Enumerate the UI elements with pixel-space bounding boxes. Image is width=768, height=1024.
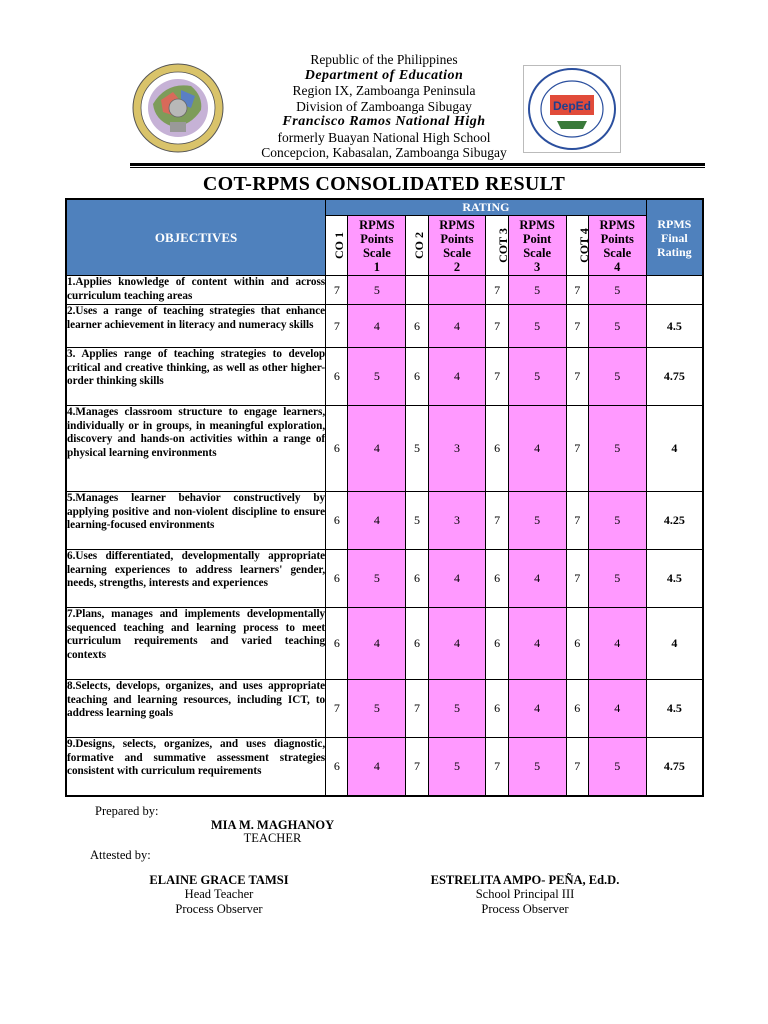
principal-title: School Principal III: [475, 887, 575, 901]
objectives-header: OBJECTIVES: [66, 199, 326, 276]
final-rating: 4.25: [646, 492, 703, 550]
table-row: [66, 550, 703, 608]
co2-score: 5: [406, 406, 428, 492]
objective-text: 4.Manages classroom structure to engage learners, individually or in groups, in meaningful exploration, discovery and hands-on activities within a range of physical learning environments: [66, 406, 326, 492]
objective-text: 8.Selects, develops, organizes, and uses appropriate teaching and learning resources, including ICT, to address learning goals: [66, 680, 326, 738]
scale1-points: 4: [348, 608, 406, 680]
scale2-points: 3: [428, 406, 486, 492]
scale3-points: 4: [508, 550, 566, 608]
header-rule-thick: [130, 163, 705, 166]
cot3-score: 7: [486, 305, 508, 348]
co2-score: 7: [406, 680, 428, 738]
cot4-score: 7: [566, 348, 588, 406]
cot4-score: 7: [566, 738, 588, 796]
scale2-points: 5: [428, 680, 486, 738]
table-row: [66, 305, 703, 348]
final-rating: 4.75: [646, 348, 703, 406]
rpms-scale4-header: RPMS Points Scale 4: [588, 216, 646, 276]
scale4-points: 5: [588, 550, 646, 608]
scale1-points: 5: [348, 550, 406, 608]
cot3-header: COT 3: [486, 216, 508, 276]
rpms-scale3-header: RPMS Point Scale 3: [508, 216, 566, 276]
co2-score: 6: [406, 305, 428, 348]
scale2-points: [428, 276, 486, 305]
letterhead: [0, 52, 768, 161]
scale1-points: 4: [348, 305, 406, 348]
cot3-score: 7: [486, 276, 508, 305]
scale3-points: 5: [508, 348, 566, 406]
table-row: [66, 276, 703, 305]
co2-score: 5: [406, 492, 428, 550]
rpms-scale2-header: RPMS Points Scale 2: [428, 216, 486, 276]
header-region: Region IX, Zamboanga Peninsula: [292, 83, 476, 98]
scale3-points: 4: [508, 680, 566, 738]
co2-score: [406, 276, 428, 305]
scale2-points: 4: [428, 608, 486, 680]
co1-score: 6: [326, 492, 348, 550]
rating-header: RATING: [326, 199, 647, 216]
header-address: Concepcion, Kabasalan, Zamboanga Sibugay: [261, 145, 507, 160]
objective-text: 9.Designs, selects, organizes, and uses diagnostic, formative and summative assessment strategies consistent with curriculum requirements: [66, 738, 326, 796]
preparer-name: MIA M. MAGHANOY: [210, 818, 335, 832]
objective-text: 2.Uses a range of teaching strategies that enhance learner achievement in literacy and numeracy skills: [66, 305, 326, 348]
scale1-points: 4: [348, 738, 406, 796]
header-division: Division of Zamboanga Sibugay: [296, 98, 472, 114]
results-table: [65, 198, 704, 797]
scale1-points: 5: [348, 680, 406, 738]
scale2-points: 4: [428, 348, 486, 406]
objective-text: 6.Uses differentiated, developmentally appropriate learning experiences to address learners' gender, needs, strengths, interests and experiences: [66, 550, 326, 608]
cot4-score: 7: [566, 305, 588, 348]
scale2-points: 3: [428, 492, 486, 550]
final-header-line: RPMS: [657, 216, 692, 231]
cot4-score: 7: [566, 492, 588, 550]
cot4-score: 7: [566, 406, 588, 492]
principal-name: ESTRELITA AMPO- PEÑA, Ed.D.: [430, 873, 620, 887]
scale4-points: 4: [588, 608, 646, 680]
final-rating: 4: [646, 608, 703, 680]
header-rule-thin: [130, 167, 705, 168]
cot4-score: 7: [566, 276, 588, 305]
final-header-line: Final: [660, 230, 688, 245]
cot3-score: 6: [486, 680, 508, 738]
cot4-score: 6: [566, 608, 588, 680]
scale4-points: 5: [588, 276, 646, 305]
cot3-score: 7: [486, 348, 508, 406]
final-header-line: Rating: [656, 244, 692, 259]
scale3-points: 5: [508, 492, 566, 550]
head-teacher-title: Head Teacher: [184, 887, 254, 901]
final-rating: 4.5: [646, 680, 703, 738]
table-row: [66, 406, 703, 492]
head-teacher-role: Process Observer: [175, 902, 263, 916]
co1-score: 7: [326, 680, 348, 738]
table-row: [66, 492, 703, 550]
scale4-points: 4: [588, 680, 646, 738]
scale1-points: 4: [348, 492, 406, 550]
co1-score: 7: [326, 305, 348, 348]
scale3-points: 4: [508, 608, 566, 680]
scale3-points: 4: [508, 406, 566, 492]
scale4-points: 5: [588, 348, 646, 406]
prepared-by-label: Prepared by:: [95, 804, 159, 818]
final-rating: 4.75: [646, 738, 703, 796]
cot3-score: 6: [486, 608, 508, 680]
scale1-points: 5: [348, 276, 406, 305]
objective-text: 7.Plans, manages and implements developmentally sequenced teaching and learning process to meet curriculum requirements and varied teaching contexts: [66, 608, 326, 680]
scale4-points: 5: [588, 738, 646, 796]
cot3-score: 6: [486, 550, 508, 608]
table-row: [66, 738, 703, 796]
cot3-score: 7: [486, 738, 508, 796]
header-school-name: Francisco Ramos National High: [282, 114, 486, 129]
final-rating-header: [646, 199, 703, 276]
cot4-score: 7: [566, 550, 588, 608]
table-row: [66, 608, 703, 680]
table-row: [66, 348, 703, 406]
co2-score: 7: [406, 738, 428, 796]
scale1-points: 5: [348, 348, 406, 406]
co2-score: 6: [406, 550, 428, 608]
scale3-points: 5: [508, 276, 566, 305]
scale4-points: 5: [588, 305, 646, 348]
co1-score: 6: [326, 608, 348, 680]
scale3-points: 5: [508, 738, 566, 796]
scale2-points: 4: [428, 305, 486, 348]
final-rating: 4: [646, 406, 703, 492]
scale2-points: 5: [428, 738, 486, 796]
co1-score: 7: [326, 276, 348, 305]
final-rating: [646, 276, 703, 305]
header-republic: Republic of the Philippines: [310, 52, 458, 67]
cot3-score: 6: [486, 406, 508, 492]
cot4-header: COT 4: [566, 216, 588, 276]
co2-score: 6: [406, 348, 428, 406]
scale3-points: 5: [508, 305, 566, 348]
table-row: [66, 680, 703, 738]
co1-header: CO 1: [326, 216, 348, 276]
head-teacher-name: ELAINE GRACE TAMSI: [149, 873, 289, 887]
rpms-scale1-header: RPMS Points Scale 1: [348, 216, 406, 276]
final-rating: 4.5: [646, 305, 703, 348]
cot4-score: 6: [566, 680, 588, 738]
cot3-score: 7: [486, 492, 508, 550]
co1-score: 6: [326, 348, 348, 406]
principal-role: Process Observer: [481, 902, 569, 916]
co1-score: 6: [326, 738, 348, 796]
header-department: Department of Education: [304, 67, 464, 83]
objective-text: 1.Applies knowledge of content within and across curriculum teaching areas: [66, 276, 326, 305]
co1-score: 6: [326, 550, 348, 608]
header-former-name: formerly Buayan National High School: [277, 129, 491, 145]
final-rating: 4.5: [646, 550, 703, 608]
scale4-points: 5: [588, 492, 646, 550]
attested-by-label: Attested by:: [90, 848, 151, 862]
co1-score: 6: [326, 406, 348, 492]
document-title: COT-RPMS CONSOLIDATED RESULT: [202, 173, 566, 195]
objective-text: 3. Applies range of teaching strategies to develop critical and creative thinking, as well as other higher-order thinking skills: [66, 348, 326, 406]
scale2-points: 4: [428, 550, 486, 608]
objective-text: 5.Manages learner behavior constructively by applying positive and non-violent discipline to ensure learning-focused environments: [66, 492, 326, 550]
logo-deped-text: DepEd: [552, 99, 592, 113]
scale4-points: 5: [588, 406, 646, 492]
co2-header: CO 2: [406, 216, 428, 276]
scale1-points: 4: [348, 406, 406, 492]
preparer-title: TEACHER: [243, 831, 302, 845]
co2-score: 6: [406, 608, 428, 680]
